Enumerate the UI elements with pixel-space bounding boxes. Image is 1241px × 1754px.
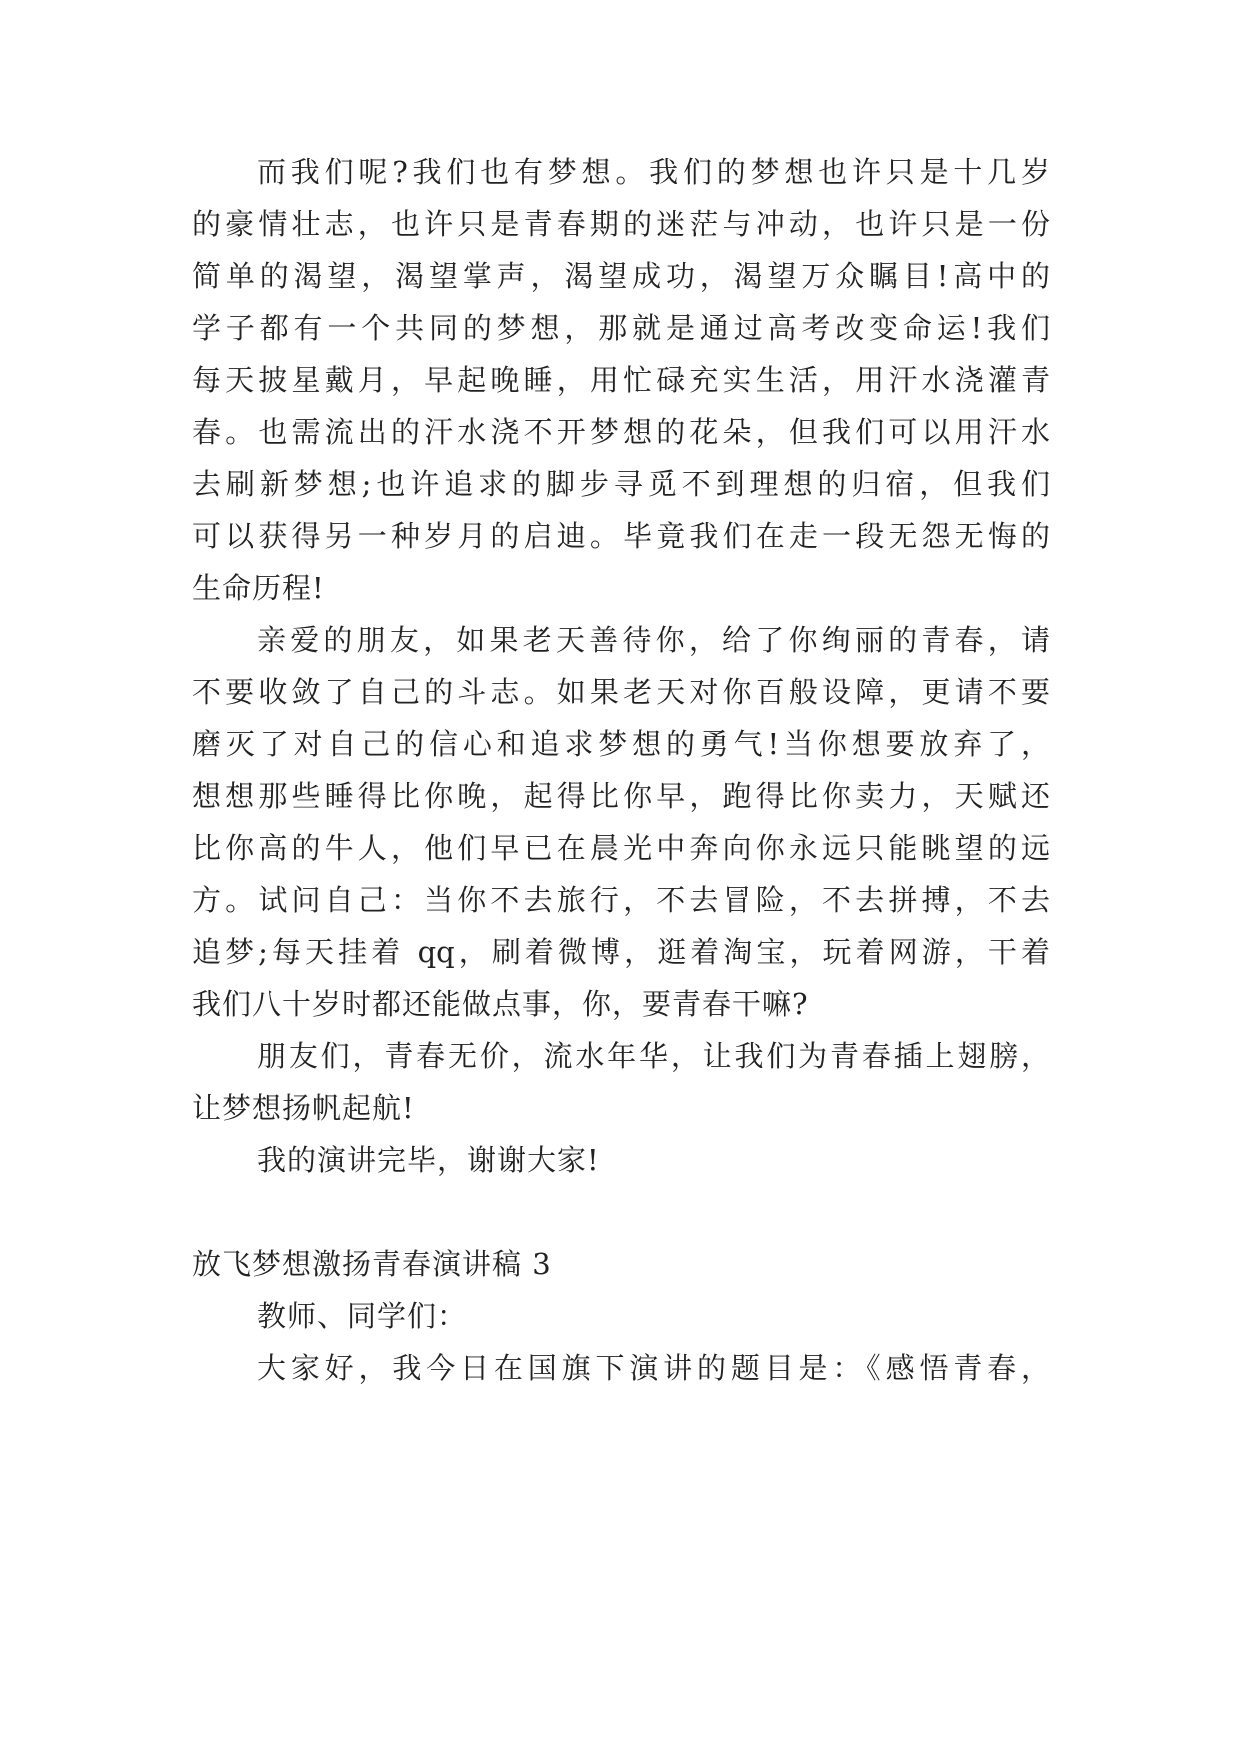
paragraph-1-line-1: 而我们呢?我们也有梦想。我们的梦想也许只是十几岁 — [257, 155, 1050, 189]
paragraph-2-line-3: 磨灭了对自己的信心和追求梦想的勇气!当你想要放弃了， — [192, 727, 1050, 761]
paragraph-2-line-5: 比你高的牛人，他们早已在晨光中奔向你永远只能眺望的远 — [192, 831, 1050, 865]
section-title: 放飞梦想激扬青春演讲稿 3 — [192, 1247, 552, 1281]
paragraph-2-line-6: 方。试问自己：当你不去旅行，不去冒险，不去拼搏，不去 — [192, 883, 1050, 917]
closing-line: 我的演讲完毕，谢谢大家! — [257, 1143, 600, 1177]
paragraph-1-line-3: 简单的渴望，渴望掌声，渴望成功，渴望万众瞩目!高中的 — [192, 259, 1050, 293]
salutation-line: 教师、同学们： — [257, 1299, 468, 1333]
paragraph-1-line-6: 春。也需流出的汗水浇不开梦想的花朵，但我们可以用汗水 — [192, 415, 1050, 449]
paragraph-2-line-8: 我们八十岁时都还能做点事，你，要青春干嘛? — [192, 987, 809, 1021]
paragraph-3-line-2: 让梦想扬帆起航! — [192, 1091, 415, 1125]
paragraph-2-line-7: 追梦;每天挂着 qq，刷着微博，逛着淘宝，玩着网游，干着 — [192, 935, 1050, 969]
paragraph-2-line-4: 想想那些睡得比你晚，起得比你早，跑得比你卖力，天赋还 — [192, 779, 1050, 813]
paragraph-1-line-8: 可以获得另一种岁月的启迪。毕竟我们在走一段无怨无悔的 — [192, 519, 1050, 553]
paragraph-2-line-2: 不要收敛了自己的斗志。如果老天对你百般设障，更请不要 — [192, 675, 1050, 709]
paragraph-1-line-4: 学子都有一个共同的梦想，那就是通过高考改变命运!我们 — [192, 311, 1050, 345]
paragraph-2-line-1: 亲爱的朋友，如果老天善待你，给了你绚丽的青春，请 — [257, 623, 1050, 657]
paragraph-1-line-5: 每天披星戴月，早起晚睡，用忙碌充实生活，用汗水浇灌青 — [192, 363, 1050, 397]
paragraph-1-line-7: 去刷新梦想;也许追求的脚步寻觅不到理想的归宿，但我们 — [192, 467, 1050, 501]
paragraph-1-line-2: 的豪情壮志，也许只是青春期的迷茫与冲动，也许只是一份 — [192, 207, 1050, 241]
opening-line: 大家好，我今日在国旗下演讲的题目是：《感悟青春， — [257, 1351, 1050, 1385]
paragraph-1-line-9: 生命历程! — [192, 571, 325, 605]
paragraph-3-line-1: 朋友们，青春无价，流水年华，让我们为青春插上翅膀， — [257, 1039, 1050, 1073]
